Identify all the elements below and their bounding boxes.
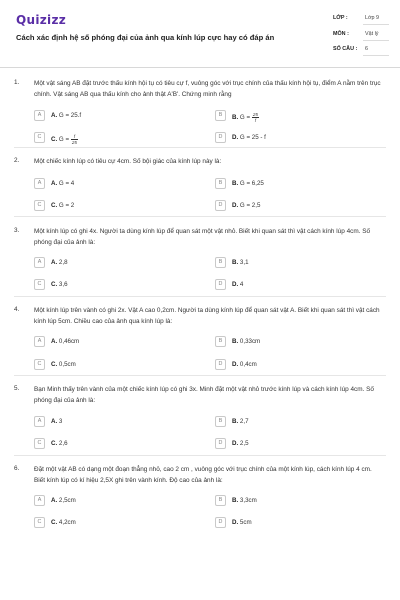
question-text: Đặt một vật AB có dạng một đoạn thẳng nhỏ, cao 2 cm , vuông góc với trục chính của một kính lúp, cách kính lúp 4 cm. Biết kính lúp có kí hiệu 2,5X ghi trên vành kính. Độ cao của ảnh là: (34, 466, 372, 484)
option-letter-badge: B (215, 495, 226, 506)
divider (14, 216, 386, 217)
option-text: G = 6,25 (239, 180, 264, 187)
option-key: D. (232, 281, 239, 288)
option-key: A. (51, 338, 58, 345)
option-key: B. (232, 259, 239, 266)
option-letter-badge: C (34, 132, 45, 143)
option-letter-badge: B (215, 416, 226, 427)
option-letter-badge: B (215, 110, 226, 121)
meta-value: Lớp 9 (365, 15, 380, 21)
question-number: 4. (14, 306, 20, 313)
option-text: G = 4 (58, 180, 75, 187)
meta-label: MÔN : (333, 31, 349, 37)
meta-value: Vật lý (365, 31, 379, 37)
option-key: A. (51, 180, 58, 187)
option-key: B. (232, 497, 239, 504)
option-text: 2,8 (58, 259, 68, 266)
divider (14, 375, 386, 376)
option-letter-badge: D (215, 279, 226, 290)
option-key: B. (232, 338, 239, 345)
meta-underline (363, 40, 389, 41)
option-key: C. (51, 519, 58, 526)
option-key: D. (232, 361, 239, 368)
fraction-numerator: f (71, 134, 78, 140)
question-number: 3. (14, 227, 20, 234)
option-key: D. (232, 134, 239, 141)
option-text: 0,5cm (58, 361, 76, 368)
question-text: Một kính lúp có ghi 4x. Người ta dùng kính lúp để quan sát một vật nhỏ. Biết khi quan sát thì vật cách kính lúp 4cm. Số phóng đại của ảnh là: (34, 228, 371, 246)
option-letter-badge: A (34, 416, 45, 427)
option-letter-badge: D (215, 438, 226, 449)
quizizz-logo: Quizizz (16, 13, 67, 27)
fraction-numerator: 25 (252, 112, 258, 117)
option-letter-badge: C (34, 517, 45, 528)
question-text: Một chiếc kính lúp có tiêu cự 4cm. Số bội giác của kính lúp này là: (34, 158, 222, 165)
meta-value: 6 (365, 46, 368, 52)
question-text: Bạn Minh thấy trên vành của một chiếc kính lúp có ghi 3x. Minh đặt một vật nhỏ trước kính lúp và cách kính lúp 4cm. Số phóng đại của ảnh là: (34, 386, 374, 404)
question-number: 1. (14, 79, 20, 86)
divider (14, 147, 386, 148)
option-text: 2,5cm (58, 497, 76, 504)
question-text: Một vật sáng AB đặt trước thấu kính hội tụ có tiêu cự f, vuông góc với trục chính của thấu kính hội tụ, điểm A nằm trên trục chính. Vật sáng AB qua thấu kính cho ảnh thật A'B'. Chứng minh rằng (34, 80, 381, 98)
option-text: 2,7 (239, 418, 249, 425)
option-letter-badge: C (34, 359, 45, 370)
option-key: B. (232, 180, 239, 187)
option-key: C. (51, 202, 58, 209)
option-text: 3,1 (239, 259, 249, 266)
divider (14, 296, 386, 297)
option-key: B. (232, 418, 239, 425)
option-letter-badge: A (34, 257, 45, 268)
page-header (0, 0, 400, 68)
option-text: 3,6 (58, 281, 68, 288)
option-key: A. (51, 497, 58, 504)
meta-underline (363, 55, 389, 56)
fraction (71, 134, 78, 145)
option-letter-badge: A (34, 336, 45, 347)
option-key: A. (51, 112, 58, 119)
option-key: C. (51, 361, 58, 368)
option-letter-badge: A (34, 495, 45, 506)
option-letter-badge: B (215, 178, 226, 189)
fraction-denominator: f (254, 118, 257, 123)
option-letter-badge: B (215, 257, 226, 268)
option-text: 4 (239, 281, 244, 288)
option-text: 5cm (239, 519, 252, 526)
option-letter-badge: A (34, 110, 45, 121)
option-text: G = (239, 114, 251, 122)
option-letter-badge: C (34, 200, 45, 211)
option-text: 0,33cm (239, 338, 261, 345)
option-text: G = 2,5 (239, 202, 261, 209)
option-text: 0,4cm (239, 361, 257, 368)
option-text: G = 2 (58, 202, 75, 209)
option-text: 3 (58, 418, 63, 425)
option-letter-badge: C (34, 279, 45, 290)
divider (14, 455, 386, 456)
option-letter-badge: C (34, 438, 45, 449)
question-number: 2. (14, 157, 20, 164)
meta-label: LỚP : (333, 15, 348, 21)
option-text: G = (58, 136, 70, 144)
option-text: 4,2cm (58, 519, 76, 526)
option-key: A. (51, 418, 58, 425)
fraction (252, 112, 259, 123)
option-letter-badge: D (215, 359, 226, 370)
option-text: G = 25 - f (239, 134, 266, 141)
question-number: 6. (14, 465, 20, 472)
option-key: C. (51, 281, 58, 288)
option-letter-badge: D (215, 132, 226, 143)
page-title: Cách xác định hệ số phóng đại của ảnh qua kính lúp cực hay có đáp án (16, 33, 275, 42)
option-key: C. (51, 440, 58, 447)
fraction-denominator: 25 (71, 140, 77, 145)
option-key: A. (51, 259, 58, 266)
question-text: Một kính lúp trên vành có ghi 2x. Vật A cao 0,2cm. Người ta dùng kính lúp để quan sát vật A. Biết khi quan sát thì vật cách kính lúp 5cm. Chiều cao của ảnh qua kính lúp là: (34, 307, 380, 325)
option-text: 2,5 (239, 440, 249, 447)
question-number: 5. (14, 385, 20, 392)
option-text: 2,6 (58, 440, 68, 447)
option-key: D. (232, 440, 239, 447)
option-letter-badge: B (215, 336, 226, 347)
option-text: 0,46cm (58, 338, 80, 345)
option-letter-badge: D (215, 200, 226, 211)
option-letter-badge: D (215, 517, 226, 528)
option-key: D. (232, 519, 239, 526)
option-key: D. (232, 202, 239, 209)
option-key: C. (51, 136, 58, 144)
meta-label: SỐ CÂU : (333, 46, 358, 52)
option-letter-badge: A (34, 178, 45, 189)
meta-underline (363, 24, 389, 25)
option-text: 3,3cm (239, 497, 257, 504)
option-key: B. (232, 114, 239, 122)
option-text: G = 25.f (58, 112, 82, 119)
